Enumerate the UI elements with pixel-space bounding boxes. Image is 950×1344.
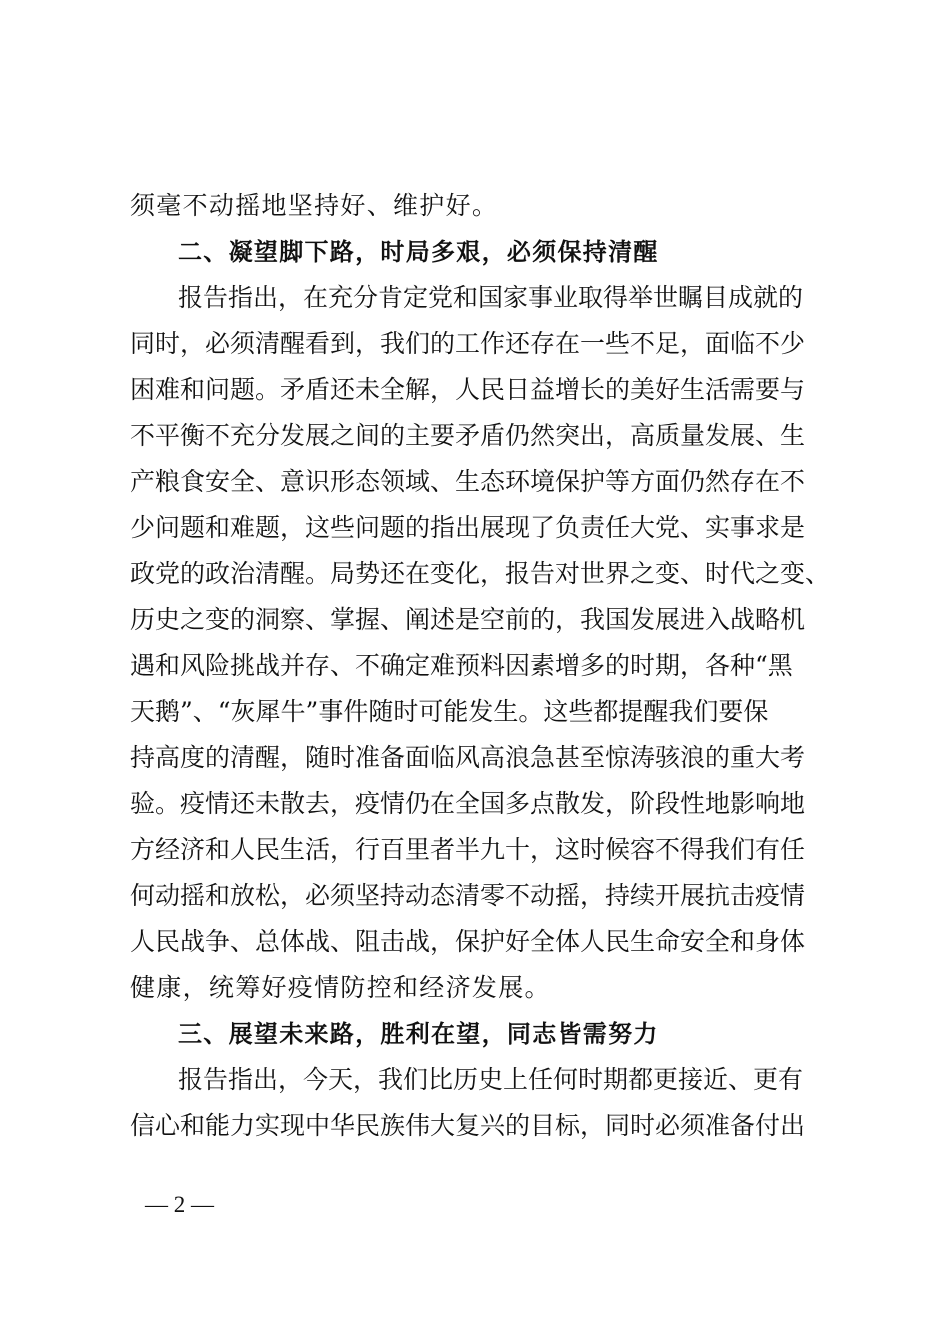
body-text-line: 持高度的清醒，随时准备面临风高浪急甚至惊涛骇浪的重大考 bbox=[130, 743, 806, 772]
body-text-line: 少问题和难题，这些问题的指出展现了负责任大党、实事求是 bbox=[130, 513, 806, 542]
body-text-line: 何动摇和放松，必须坚持动态清零不动摇，持续开展抗击疫情 bbox=[130, 881, 806, 910]
body-text-line: 天鹅”、“灰犀牛”事件随时可能发生。这些都提醒我们要保 bbox=[130, 697, 769, 726]
body-text-line: 信心和能力实现中华民族伟大复兴的目标，同时必须准备付出 bbox=[130, 1111, 806, 1140]
body-text-line: 同时，必须清醒看到，我们的工作还存在一些不足，面临不少 bbox=[130, 329, 806, 358]
body-text-line: 政党的政治清醒。局势还在变化，报告对世界之变、时代之变、 bbox=[130, 559, 831, 588]
body-text-line: 不平衡不充分发展之间的主要矛盾仍然突出，高质量发展、生 bbox=[130, 421, 806, 450]
body-text-line: 人民战争、总体战、阻击战，保护好全体人民生命安全和身体 bbox=[130, 927, 806, 956]
paragraph-first-line: 报告指出，今天，我们比历史上任何时期都更接近、更有 bbox=[178, 1065, 804, 1094]
body-text-line: 困难和问题。矛盾还未全解，人民日益增长的美好生活需要与 bbox=[130, 375, 806, 404]
body-text-line: 须毫不动摇地坚持好、维护好。 bbox=[130, 191, 499, 220]
body-text-line: 历史之变的洞察、掌握、阐述是空前的，我国发展进入战略机 bbox=[130, 605, 806, 634]
paragraph-first-line: 报告指出，在充分肯定党和国家事业取得举世瞩目成就的 bbox=[178, 283, 804, 312]
section-heading-3: 三、展望未来路，胜利在望，同志皆需努力 bbox=[178, 1020, 659, 1048]
body-text-line: 方经济和人民生活，行百里者半九十，这时候容不得我们有任 bbox=[130, 835, 806, 864]
section-heading-2: 二、凝望脚下路，时局多艰，必须保持清醒 bbox=[178, 238, 659, 266]
body-text-line: 遇和风险挑战并存、不确定难预料因素增多的时期，各种“黑 bbox=[130, 651, 793, 680]
body-text-line: 产粮食安全、意识形态领域、生态环境保护等方面仍然存在不 bbox=[130, 467, 806, 496]
body-text-line: 健康，统筹好疫情防控和经济发展。 bbox=[130, 973, 551, 1002]
page-number: — 2 — bbox=[145, 1192, 214, 1217]
body-text-line: 验。疫情还未散去，疫情仍在全国多点散发，阶段性地影响地 bbox=[130, 789, 806, 818]
